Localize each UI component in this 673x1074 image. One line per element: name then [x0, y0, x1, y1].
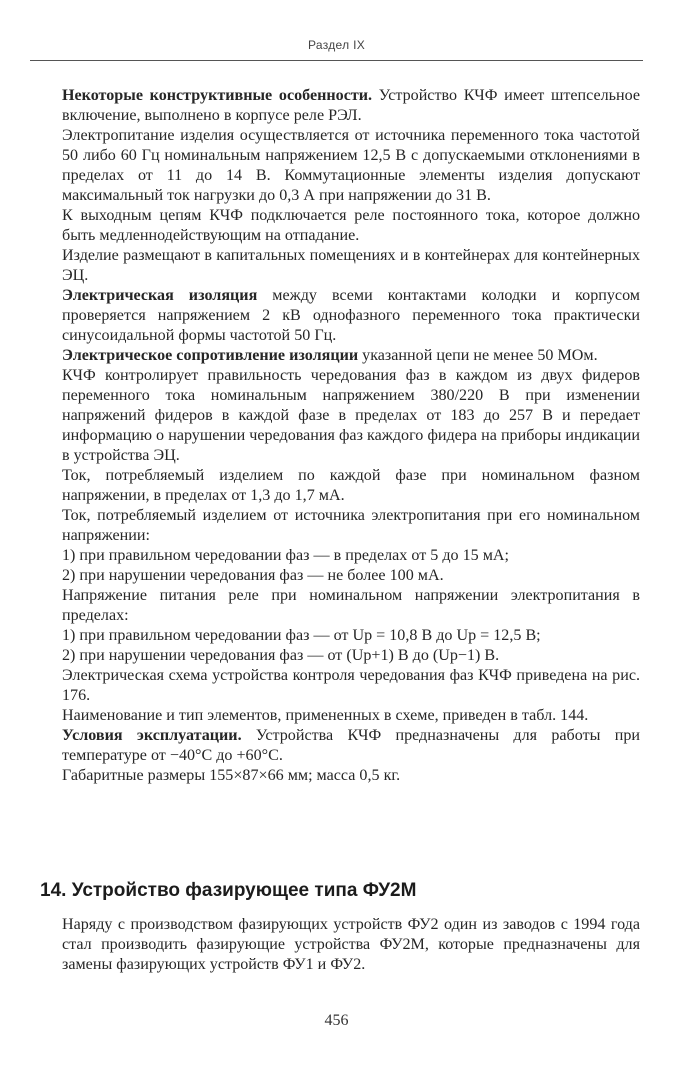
paragraph	[62, 286, 640, 346]
paragraph: Габаритные размеры 155×87×66 мм; масса 0,5 кг.	[62, 767, 401, 784]
paragraph-text: Устройства КЧФ предназначены для работы при температуре от −40°С до +60°С.	[62, 727, 640, 764]
paragraph-text: Устройство КЧФ имеет штепсельное включение, выполнено в корпусе реле РЭЛ.	[62, 87, 640, 124]
paragraph-text: указанной цепи не менее 50 МОм.	[358, 347, 598, 364]
paragraph: Ток, потребляемый изделием по каждой фазе при номинальном фазном напряжении, в пределах от 1,3 до 1,7 мА.	[62, 467, 640, 504]
paragraph-lead: Электрическая изоляция	[62, 287, 258, 304]
paragraph: Наименование и тип элементов, примененных в схеме, приведен в табл. 144.	[62, 707, 589, 724]
body-text	[62, 86, 640, 786]
page-number: 456	[324, 1012, 349, 1029]
list-item: 1) при правильном чередовании фаз — в пределах от 5 до 15 мА;	[62, 547, 509, 564]
paragraph: Электрическая схема устройства контроля чередования фаз КЧФ приведена на рис. 176.	[62, 667, 640, 704]
paragraph	[62, 726, 640, 766]
paragraph: КЧФ контролирует правильность чередования фаз в каждом из двух фидеров переменного тока номинальным напряжением 380/220 В при изменении напряжений фидеров в каждой фазе в пределах от 183 до 257 В и передает информацию о нарушении чередования фаз каждого фидера на приборы индикации в устройства ЭЦ.	[62, 367, 640, 464]
list-item: 1) при правильном чередовании фаз — от Up = 10,8 В до Up = 12,5 В;	[62, 627, 541, 644]
section-heading: 14. Устройство фазирующее типа ФУ2М	[40, 880, 417, 901]
paragraph	[62, 346, 640, 366]
running-head: Раздел IX	[307, 38, 366, 52]
paragraph-lead: Некоторые конструктивные особенности.	[62, 87, 373, 104]
paragraph	[62, 86, 640, 126]
paragraph: Ток, потребляемый изделием от источника электропитания при его номинальном напряжении:	[62, 507, 640, 544]
paragraph: К выходным цепям КЧФ подключается реле постоянного тока, которое должно быть медленнодействующим на отпадание.	[62, 207, 640, 244]
list-item: 2) при нарушении чередования фаз — не более 100 мА.	[62, 567, 444, 584]
header-rule	[30, 60, 643, 61]
section-body-text	[62, 915, 640, 975]
paragraph-text: между всеми контактами колодки и корпусом проверяется напряжением 2 кВ однофазного переменного тока практически синусоидальной формы частотой 50 Гц.	[62, 287, 640, 344]
paragraph-lead: Электрическое сопротивление изоляции	[62, 347, 359, 364]
paragraph: Напряжение питания реле при номинальном напряжении электропитания в пределах:	[62, 587, 640, 624]
paragraph-lead: Условия эксплуатации.	[62, 727, 242, 744]
paragraph: Изделие размещают в капитальных помещениях и в контейнерах для контейнерных ЭЦ.	[62, 247, 640, 284]
list-item: 2) при нарушении чередования фаз — от (Up+1) В до (Up−1) В.	[62, 647, 500, 664]
paragraph: Электропитание изделия осуществляется от источника переменного тока частотой 50 либо 60 Гц номинальным напряжением 12,5 В с допускаемыми отклонениями в пределах от 11 до 14 В. Коммутационные элементы изделия допускают максимальный ток нагрузки до 0,3 А при напряжении до 31 В.	[62, 127, 640, 204]
paragraph: Наряду с производством фазирующих устройств ФУ2 один из заводов с 1994 года стал производить фазирующие устройства ФУ2М, которые предназначены для замены фазирующих устройств ФУ1 и ФУ2.	[62, 916, 640, 973]
